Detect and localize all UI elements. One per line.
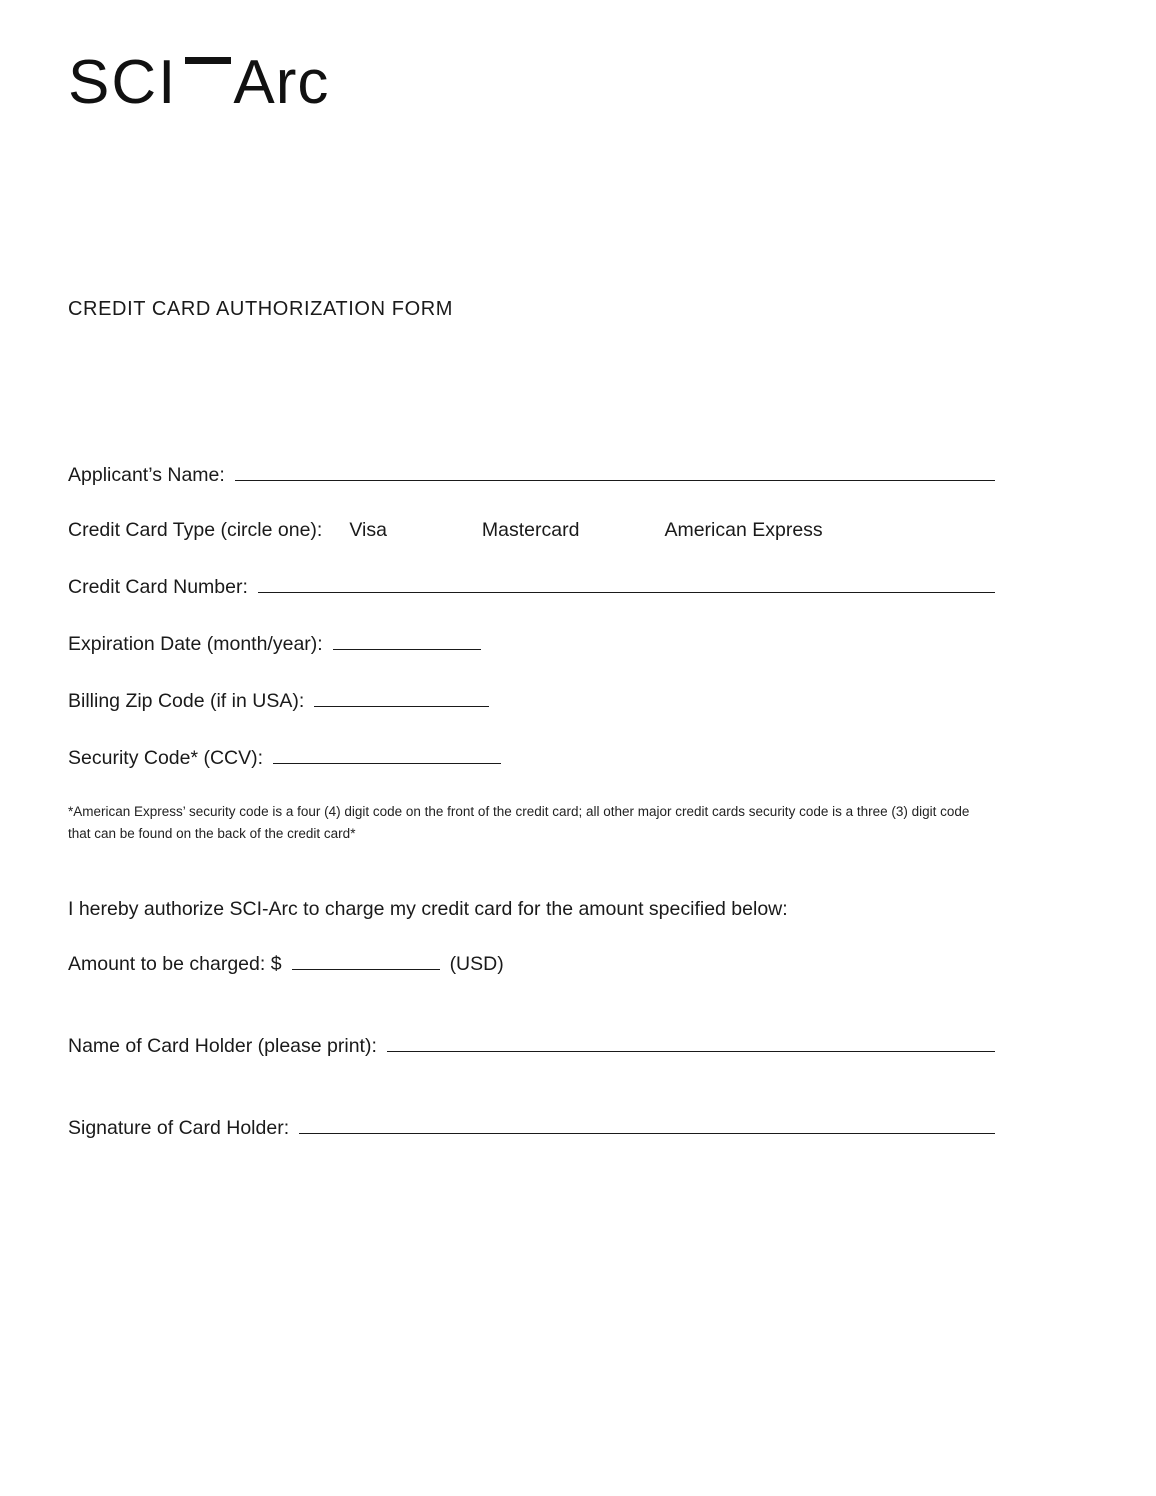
authorization-statement: I hereby authorize SCI-Arc to charge my credit card for the amount specified below: — [68, 898, 788, 921]
billing-zip-label: Billing Zip Code (if in USA): — [68, 690, 305, 712]
expiration-date-input[interactable] — [333, 630, 481, 650]
card-number-input[interactable] — [258, 573, 995, 593]
logo-text-right: Arc — [233, 48, 330, 117]
field-signature — [68, 1114, 995, 1140]
amount-input[interactable] — [292, 950, 440, 970]
card-holder-name-input[interactable] — [387, 1032, 995, 1052]
field-card-type — [68, 518, 995, 542]
field-security-code — [68, 744, 995, 770]
card-number-label: Credit Card Number: — [68, 576, 248, 598]
expiration-date-label: Expiration Date (month/year): — [68, 633, 323, 655]
page-title: CREDIT CARD AUTHORIZATION FORM — [68, 298, 454, 320]
applicant-name-label: Applicant’s Name: — [68, 464, 225, 486]
security-code-label: Security Code* (CCV): — [68, 747, 264, 769]
logo-dash — [185, 57, 231, 64]
field-amount — [68, 950, 995, 976]
card-type-option-american-express[interactable]: American Express — [664, 519, 823, 541]
amount-currency-suffix: (USD) — [449, 953, 504, 976]
field-billing-zip — [68, 687, 995, 713]
field-card-holder-name — [68, 1032, 995, 1058]
sciarc-logo — [68, 48, 1095, 117]
field-applicant-name — [68, 461, 995, 487]
amount-label: Amount to be charged: $ — [68, 953, 282, 976]
signature-input[interactable] — [299, 1114, 995, 1134]
card-holder-name-label: Name of Card Holder (please print): — [68, 1035, 377, 1058]
signature-label: Signature of Card Holder: — [68, 1117, 290, 1140]
security-code-footnote: *American Express’ security code is a four (4) digit code on the front of the credit card; all other major credit cards security code is a three (3) digit code that can be found on the back of the credit card* — [68, 804, 970, 841]
field-card-number — [68, 573, 995, 599]
security-code-input[interactable] — [273, 744, 501, 764]
card-type-options — [322, 518, 822, 542]
logo-text-left: SCI — [68, 48, 178, 117]
form-body — [68, 461, 995, 1140]
card-type-option-visa[interactable]: Visa — [349, 519, 387, 541]
card-type-option-mastercard[interactable]: Mastercard — [481, 519, 580, 541]
card-type-label: Credit Card Type (circle one): — [68, 519, 323, 541]
field-expiration-date — [68, 630, 995, 656]
applicant-name-input[interactable] — [235, 461, 995, 481]
billing-zip-input[interactable] — [314, 687, 489, 707]
